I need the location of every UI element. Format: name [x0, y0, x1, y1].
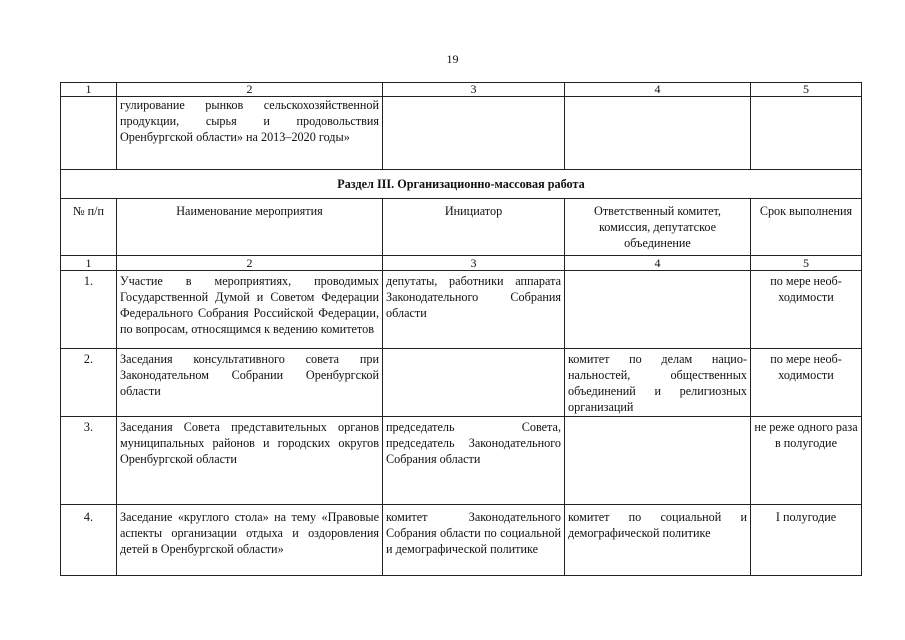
table-row — [61, 417, 862, 505]
column-number: 5 — [751, 256, 862, 271]
event-name-cell: гулирование рынков сельскохозяйственной продукции, сырья и продовольствия Оренбургской области» на 2013–2020 годы» — [117, 97, 383, 170]
row-number-cell: 3. — [61, 417, 117, 505]
column-number: 4 — [565, 83, 751, 97]
responsible-cell — [565, 271, 751, 349]
deadline-cell: I полугодие — [751, 505, 862, 576]
table-row — [61, 97, 862, 170]
column-number: 3 — [383, 83, 565, 97]
initiator-cell: комитет Законодательного Собрания области по социальной и демографической политике — [383, 505, 565, 576]
row-number-cell: 4. — [61, 505, 117, 576]
event-name-cell: Участие в мероприятиях, проводимых Государственной Думой и Советом Федерации Федерального Собрания Российской Федерации, по вопросам, относящимся к ведению комитетов — [117, 271, 383, 349]
column-number: 2 — [117, 256, 383, 271]
deadline-cell: по мере необходимости — [751, 271, 862, 349]
responsible-cell — [565, 97, 751, 170]
table-row — [61, 505, 862, 576]
row-number-cell — [61, 97, 117, 170]
plan-table — [60, 82, 862, 576]
event-name-cell: Заседания Совета представительных органов муниципальных районов и городских округов Оренбургской области — [117, 417, 383, 505]
header-num: № п/п — [61, 199, 117, 256]
column-number-row — [61, 256, 862, 271]
initiator-cell: председатель Совета, председатель Законодательного Собрания области — [383, 417, 565, 505]
row-number-cell: 1. — [61, 271, 117, 349]
column-number-row — [61, 83, 862, 97]
column-number: 3 — [383, 256, 565, 271]
initiator-cell — [383, 349, 565, 417]
header-name: Наименование мероприятия — [117, 199, 383, 256]
column-number: 5 — [751, 83, 862, 97]
table-row — [61, 271, 862, 349]
deadline-cell — [751, 97, 862, 170]
section-title: Раздел III. Организационно-массовая работа — [61, 170, 862, 199]
column-number: 2 — [117, 83, 383, 97]
header-initiator: Инициатор — [383, 199, 565, 256]
page-number: 19 — [446, 52, 459, 66]
initiator-cell: депутаты, работники аппарата Законодательного Собрания области — [383, 271, 565, 349]
table-row — [61, 349, 862, 417]
column-number: 1 — [61, 83, 117, 97]
column-number: 4 — [565, 256, 751, 271]
responsible-cell: комитет по делам национальностей, общественных объединений и религиозных организаций — [565, 349, 751, 417]
deadline-cell: по мере необходимости — [751, 349, 862, 417]
responsible-cell: комитет по социальной и демографической политике — [565, 505, 751, 576]
event-name-cell: Заседания консультативного совета при Законодательном Собрании Оренбургской области — [117, 349, 383, 417]
section-row — [61, 170, 862, 199]
header-responsible: Ответственный комитет, комиссия, депутатское объединение — [565, 199, 751, 256]
event-name-cell: Заседание «круглого стола» на тему «Правовые аспекты организации отдыха и оздоровления детей в Оренбургской области» — [117, 505, 383, 576]
header-row — [61, 199, 862, 256]
row-number-cell: 2. — [61, 349, 117, 417]
header-deadline: Срок выполнения — [751, 199, 862, 256]
deadline-cell: не реже одного раза в полугодие — [751, 417, 862, 505]
responsible-cell — [565, 417, 751, 505]
column-number: 1 — [61, 256, 117, 271]
initiator-cell — [383, 97, 565, 170]
